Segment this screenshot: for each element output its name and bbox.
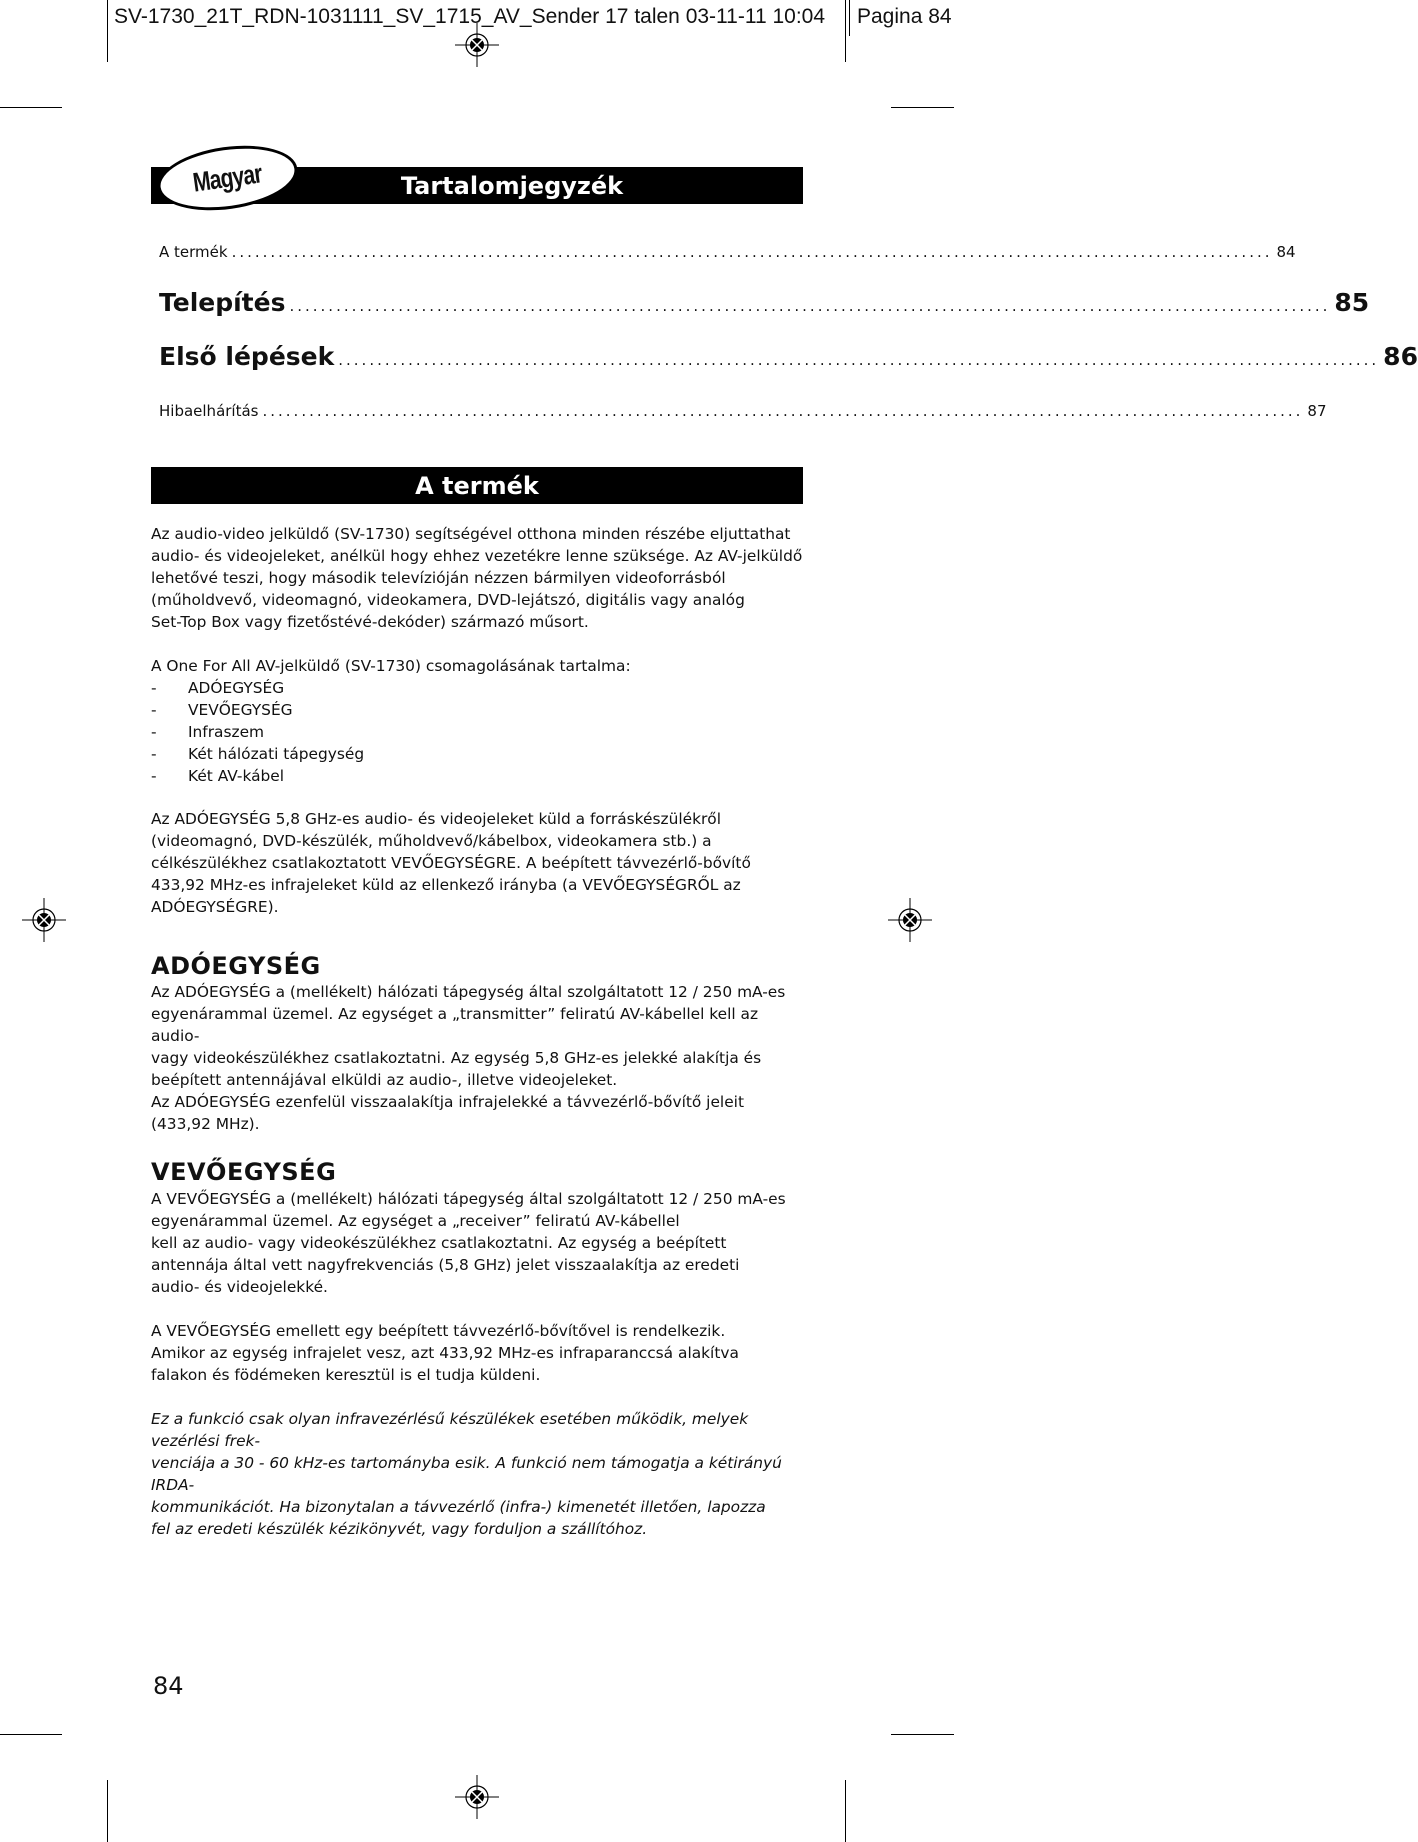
page-number: 84: [153, 1672, 184, 1700]
text-line: (videomagnó, DVD-készülék, műholdvevő/kábelbox, videokamera stb.) a: [151, 832, 712, 850]
crop-mark: [891, 1734, 954, 1735]
crop-mark: [845, 1780, 846, 1842]
toc-entry-label: Hibaelhárítás: [159, 402, 259, 420]
text-line: (433,92 MHz).: [151, 1115, 260, 1133]
text-line: A One For All AV-jelküldő (SV-1730) csomagolásának tartalma:: [151, 657, 631, 675]
toc-entry-page: 84: [1276, 243, 1296, 261]
text-line: egyenárammal üzemel. Az egységet a „transmitter” feliratú AV-kábellel kell az audio-: [151, 1005, 759, 1045]
registration-mark-icon: [455, 23, 499, 67]
toc-entry[interactable]: [159, 402, 1327, 420]
crop-mark: [107, 0, 108, 62]
text-line: Set-Top Box vagy fizetőstévé-dekóder) származó műsort.: [151, 613, 589, 631]
text-line: A VEVŐEGYSÉG emellett egy beépített távvezérlő-bővítővel is rendelkezik.: [151, 1322, 726, 1340]
intro-paragraph: [151, 523, 811, 633]
crop-mark: [107, 1780, 108, 1842]
crop-mark: [0, 1734, 62, 1735]
text-line: kell az audio- vagy videokészülékhez csatlakoztatni. Az egység a beépített: [151, 1234, 727, 1252]
list-item: - ADÓEGYSÉG: [151, 677, 811, 699]
text-line: beépített antennájával elküldi az audio-, illetve videojeleket.: [151, 1071, 618, 1089]
text-line: Az ADÓEGYSÉG 5,8 GHz-es audio- és videojeleket küld a forráskészülékről: [151, 810, 722, 828]
text-line: ADÓEGYSÉGRE).: [151, 898, 279, 916]
list-item: - Két hálózati tápegység: [151, 743, 811, 765]
text-line: venciája a 30 - 60 kHz-es tartományba esik. A funkció nem támogatja a kétirányú IRDA-: [151, 1454, 782, 1494]
slug-file-info: SV-1730_21T_RDN-1031111_SV_1715_AV_Sender 17 talen 03-11-11 10:04: [114, 5, 826, 28]
ado-paragraph: [151, 981, 811, 1091]
crop-mark: [891, 107, 954, 108]
text-line: Ez a funkció csak olyan infravezérlésű készülékek esetében működik, melyek vezérlési frek-: [151, 1410, 749, 1450]
text-line: egyenárammal üzemel. Az egységet a „receiver” feliratú AV-kábellel: [151, 1212, 680, 1230]
section-title-bar: [151, 467, 803, 504]
toc-entry[interactable]: [159, 288, 1370, 317]
text-line: audio- és videojelekké.: [151, 1278, 328, 1296]
registration-mark-icon: [22, 898, 66, 942]
toc-entry-page: 86: [1383, 342, 1418, 371]
text-line: vagy videokészülékhez csatlakoztatni. Az egység 5,8 GHz-es jelekké alakítja és: [151, 1049, 762, 1067]
toc-leader-dots: ......................................................................................................................................: [338, 351, 1380, 369]
list-item: - VEVŐEGYSÉG: [151, 699, 811, 721]
registration-mark-icon: [888, 898, 932, 942]
ado-paragraph: [151, 1091, 811, 1135]
ado-heading: ADÓEGYSÉG: [151, 952, 321, 980]
text-line: Az audio-video jelküldő (SV-1730) segítségével otthona minden részébe eljuttathat: [151, 525, 791, 543]
language-badge: [153, 137, 301, 218]
text-line: 433,92 MHz-es infrajeleket küld az ellenkező irányba (a VEVŐEGYSÉGRŐL az: [151, 876, 741, 894]
toc-entry-label: A termék: [159, 243, 228, 261]
crop-mark: [845, 0, 846, 62]
vevo-heading: VEVŐEGYSÉG: [151, 1158, 337, 1186]
toc-leader-dots: ......................................................................................................................................: [289, 297, 1331, 315]
package-contents: [151, 655, 811, 787]
toc-entry-page: 87: [1307, 402, 1327, 420]
toc-entry[interactable]: [159, 243, 1296, 261]
text-line: Amikor az egység infrajelet vesz, azt 433,92 MHz-es infraparanccsá alakítva: [151, 1344, 739, 1362]
package-contents-list: [151, 677, 811, 787]
vevo-paragraph: [151, 1188, 811, 1298]
toc-title: Tartalomjegyzék: [400, 171, 624, 200]
toc-entry-page: 85: [1334, 288, 1370, 317]
toc-leader-dots: ......................................................................................................................................: [262, 402, 1304, 420]
toc-entry-label: Telepítés: [159, 288, 286, 317]
slug-page-label: Pagina 84: [857, 5, 952, 28]
toc-leader-dots: ......................................................................................................................................: [231, 243, 1273, 261]
text-line: falakon és födémeken keresztül is el tudja küldeni.: [151, 1366, 541, 1384]
text-line: kommunikációt. Ha bizonytalan a távvezérlő (infra-) kimenetét illetően, lapozza: [151, 1498, 766, 1516]
toc-entry[interactable]: [159, 342, 1418, 371]
toc-entry-label: Első lépések: [159, 342, 335, 371]
vevo-note: [151, 1408, 811, 1540]
text-line: Az ADÓEGYSÉG a (mellékelt) hálózati tápegység által szolgáltatott 12 / 250 mA-es: [151, 983, 786, 1001]
text-line: Az ADÓEGYSÉG ezenfelül visszaalakítja infrajelekké a távvezérlő-bővítő jeleit: [151, 1093, 744, 1111]
crop-mark: [0, 107, 62, 108]
language-badge-label: Magyar: [191, 157, 264, 198]
list-item: - Két AV-kábel: [151, 765, 811, 787]
registration-mark-icon: [455, 1775, 499, 1819]
text-line: fel az eredeti készülék kézikönyvét, vagy forduljon a szállítóhoz.: [151, 1520, 648, 1538]
text-line: A VEVŐEGYSÉG a (mellékelt) hálózati tápegység által szolgáltatott 12 / 250 mA-es: [151, 1190, 786, 1208]
list-item: - Infraszem: [151, 721, 811, 743]
text-line: lehetővé teszi, hogy második televízióján nézzen bármilyen videoforrásból: [151, 569, 726, 587]
vevo-paragraph: [151, 1320, 811, 1386]
product-description: [151, 808, 811, 918]
crop-mark: [849, 0, 850, 36]
text-line: audio- és videojeleket, anélkül hogy ehhez vezetékre lenne szüksége. Az AV-jelküldő: [151, 547, 803, 565]
text-line: antennája által vett nagyfrekvenciás (5,8 GHz) jelet visszaalakítja az eredeti: [151, 1256, 740, 1274]
text-line: célkészülékhez csatlakoztatott VEVŐEGYSÉGRE. A beépített távvezérlő-bővítő: [151, 854, 751, 872]
section-title: A termék: [415, 471, 539, 500]
text-line: (műholdvevő, videomagnó, videokamera, DVD-lejátszó, digitális vagy analóg: [151, 591, 745, 609]
